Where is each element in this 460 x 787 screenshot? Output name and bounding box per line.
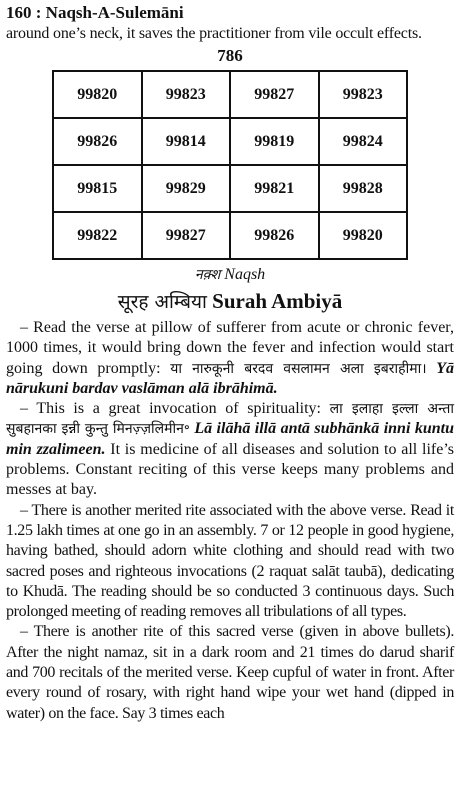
grid-cell: 99827 — [142, 212, 231, 259]
grid-row — [53, 118, 407, 165]
grid-cell: 99826 — [53, 118, 142, 165]
title-devanagari: सूरह अम्बिया — [117, 291, 207, 313]
grid-row — [53, 212, 407, 259]
grid-cell: 99826 — [230, 212, 319, 259]
grid-row — [53, 165, 407, 212]
title-latin: Surah Ambiyā — [212, 289, 343, 313]
grid-cell: 99824 — [319, 118, 408, 165]
verse-transliteration: Yā nārukuni bardav vaslāman alā ibrāhimā. — [6, 359, 454, 397]
grid-cell: 99823 — [142, 71, 231, 118]
grid-cell: 99828 — [319, 165, 408, 212]
grid-cell: 99822 — [53, 212, 142, 259]
naqsh-grid — [52, 70, 408, 260]
body-text — [6, 318, 454, 724]
grid-cell: 99821 — [230, 165, 319, 212]
grid-row — [53, 71, 407, 118]
verse-transliteration: Lā ilāhā illā antā subhānkā inni kuntu min zzalimeen. — [6, 420, 454, 458]
caption-devanagari: नक़्श — [194, 267, 221, 283]
section-title — [6, 287, 454, 316]
magic-number: 786 — [217, 46, 243, 65]
grid-cell: 99814 — [142, 118, 231, 165]
paragraph: – There is another merited rite associated with the above verse. Read it 1.25 lakh times at one go in an assembly. 7 or 12 people in good hygiene, having bathed, should adorn white clothing and should read with two sacred poses and righteous invocations (2 raquat salāt taubā), dedicating to Khudā. The reading should be so conducted 3 continuous days. Such prolonged meeting of reading removes all tribulations of all types. — [6, 501, 454, 621]
grid-cell: 99819 — [230, 118, 319, 165]
intro-line: around one’s neck, it saves the practitioner from vile occult effects. — [6, 25, 422, 42]
verse-devanagari: ला इलाहा इल्ला अन्ता सुबहानका इन्नी कुन्तु मिनज़्ज़लिमीन॰ — [6, 401, 454, 438]
paragraph: – Read the verse at pillow of sufferer from acute or chronic fever, 1000 times, it would bring down the fever and infection would start going down promptly: या नारुकूनी बरदव वसलामन अला इबराहीमा। Yā nārukuni bardav vaslāman alā ibrāhimā. — [6, 319, 454, 397]
grid-cell: 99820 — [319, 212, 408, 259]
grid-caption — [6, 264, 454, 286]
grid-cell: 99823 — [319, 71, 408, 118]
paragraph: – There is another rite of this sacred verse (given in above bullets). After the night namaz, sit in a dark room and 21 times do darud sharif and 700 recitals of the merited verse. Keep cupful of water in front. After every round of rosary, with right hand wipe your wet hand (dipped in water) on the face. Say 3 times each — [6, 623, 454, 722]
caption-latin: Naqsh — [224, 266, 266, 283]
grid-cell: 99820 — [53, 71, 142, 118]
running-header: 160 : Naqsh-A-Sulemāni — [6, 3, 184, 22]
grid-cell: 99829 — [142, 165, 231, 212]
grid-cell: 99815 — [53, 165, 142, 212]
grid-cell: 99827 — [230, 71, 319, 118]
verse-devanagari: या नारुकूनी बरदव वसलामन अला इबराहीमा। — [170, 360, 427, 377]
paragraph: – This is a great invocation of spirituality: ला इलाहा इल्ला अन्ता सुबहानका इन्नी कुन्तु मिनज़्ज़लिमीन॰ Lā ilāhā illā antā subhānkā inni kuntu min zzalimeen. It is medicine of all diseases and solution to all life’s problems. Constant reciting of this verse keeps many problems and messes at bay. — [6, 400, 454, 499]
